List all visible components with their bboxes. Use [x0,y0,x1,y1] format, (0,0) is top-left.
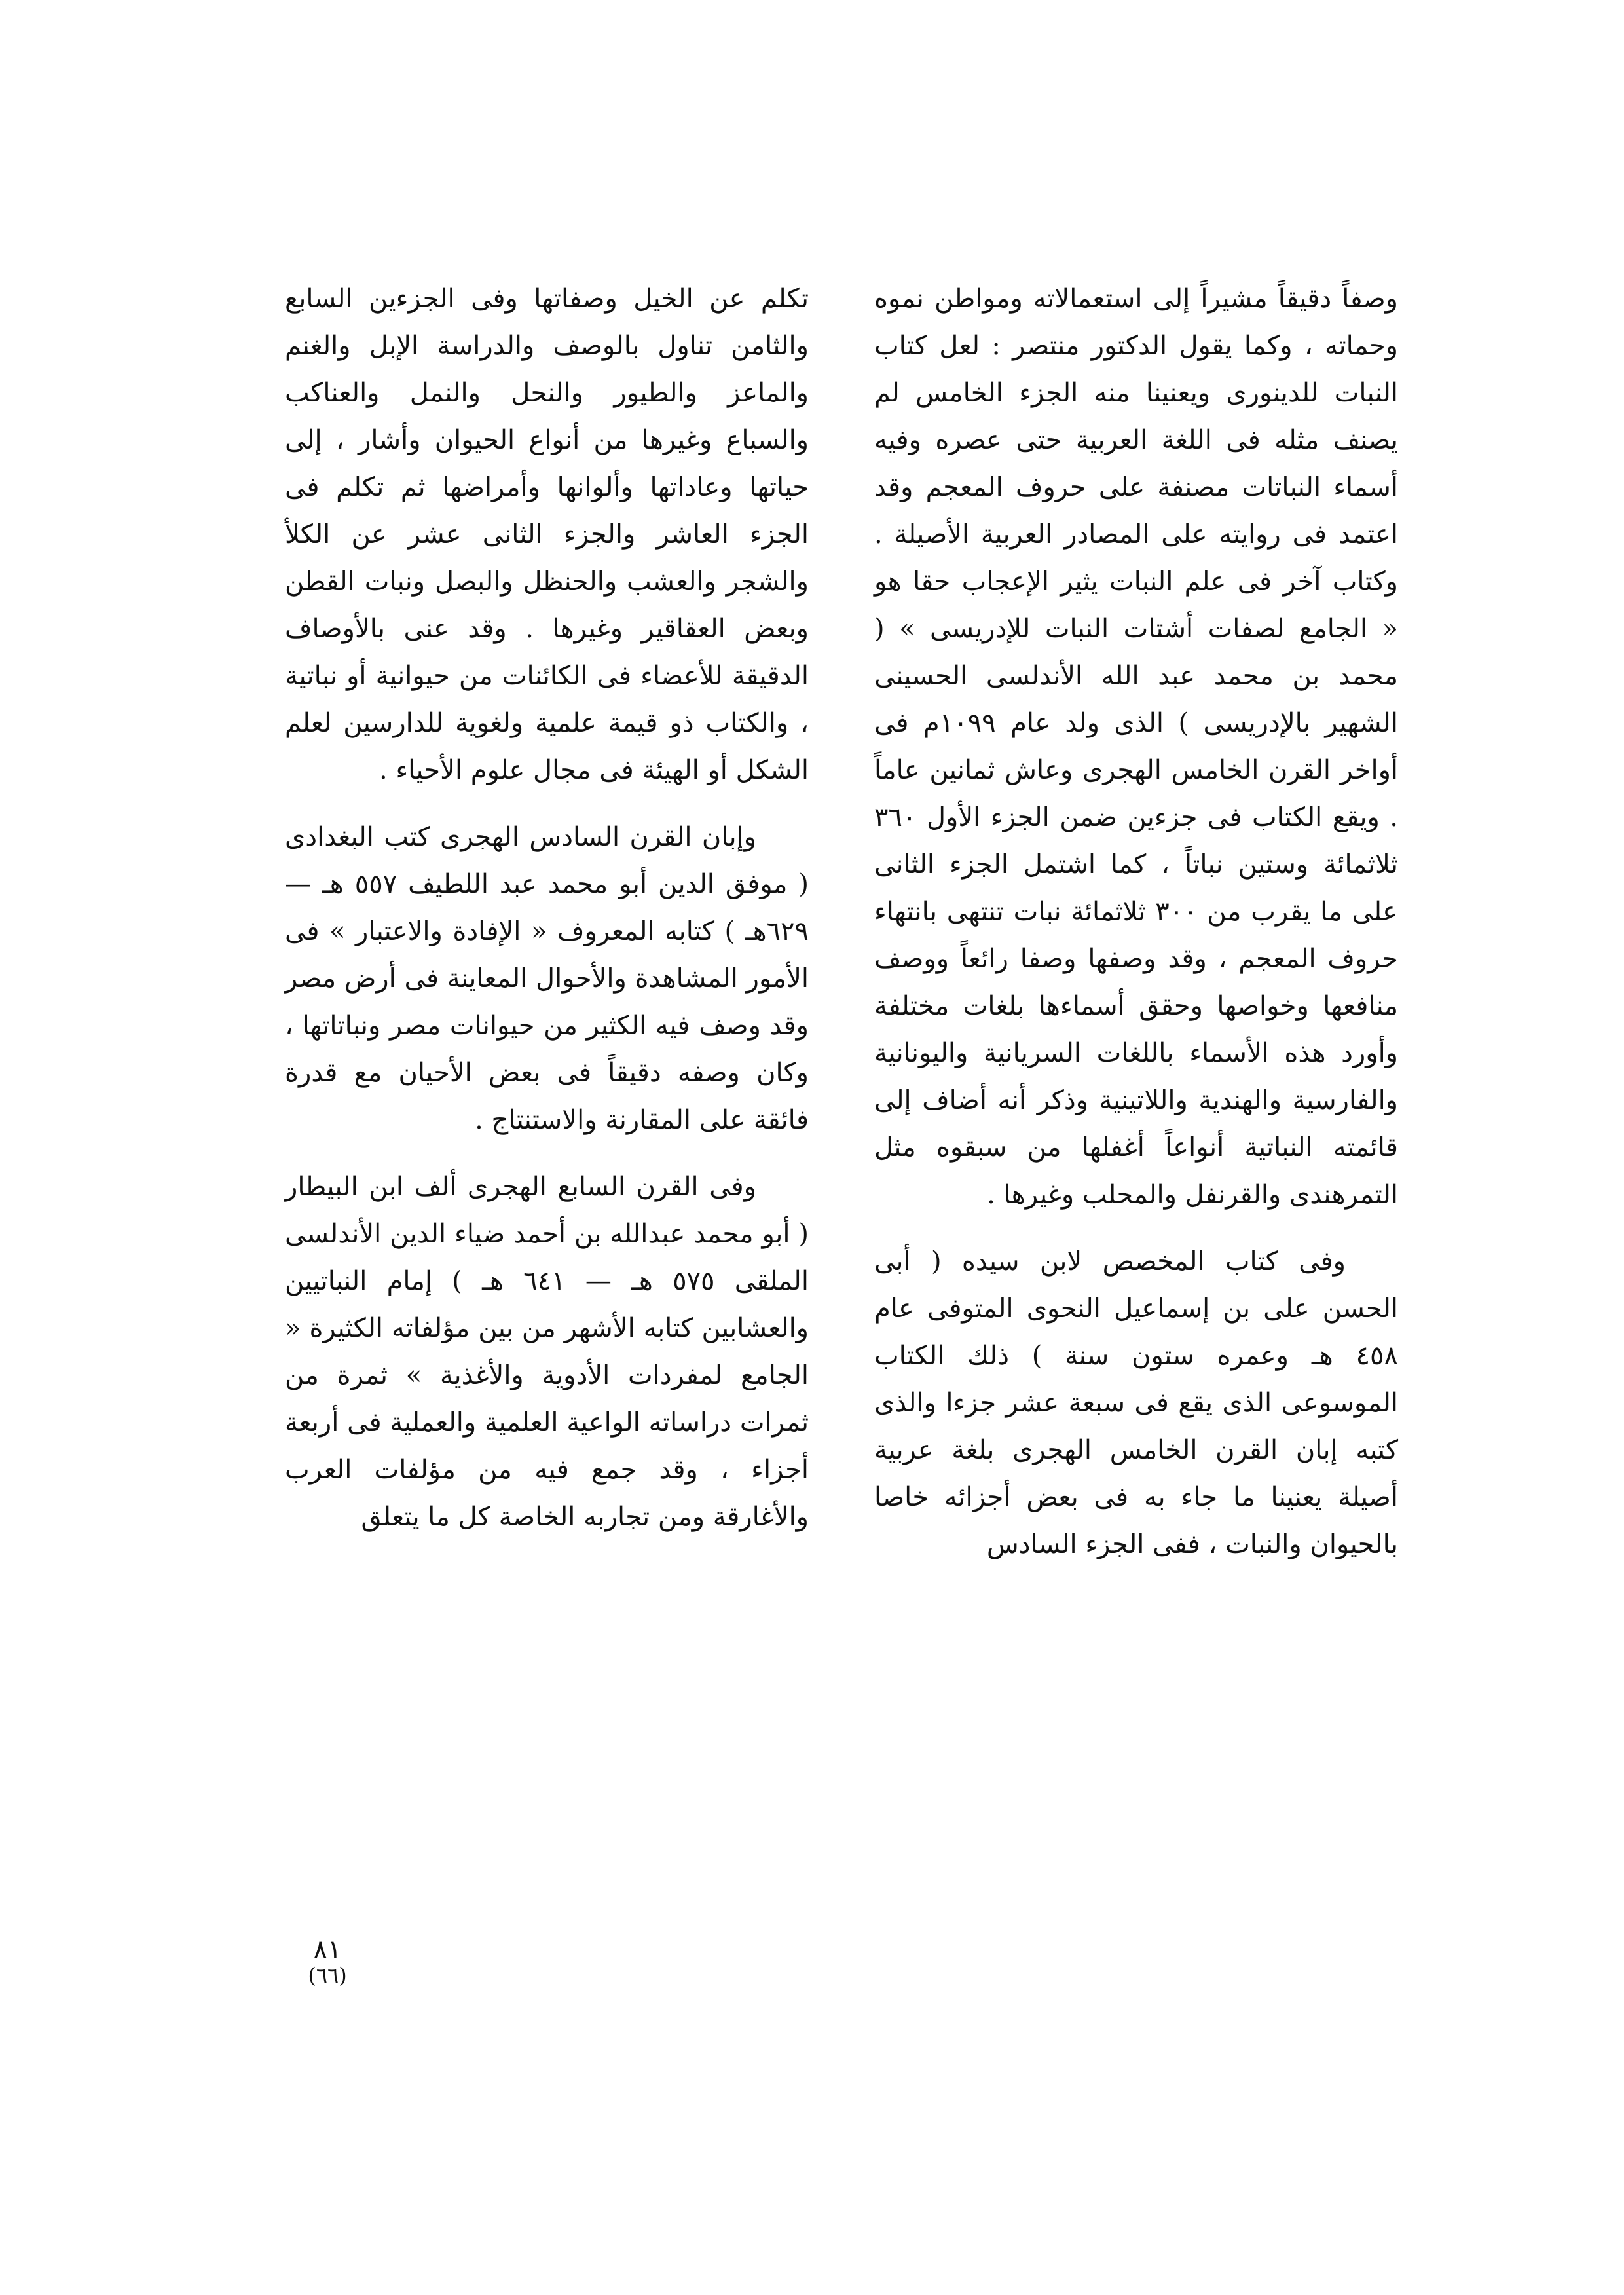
paragraph: تكلم عن الخيل وصفاتها وفى الجزءين السابع والثامن تناول بالوصف والدراسة الإبل والغنم والماعز والطيور والنحل والنمل والعناكب والسباع وغيرها من أنواع الحيوان وأشار ، إلى حياتها وعاداتها وألوانها وأمراضها ثم تكلم فى الجزء العاشر والجزء الثانى عشر عن الكلأ والشجر والعشب والحنظل والبصل ونبات القطن وبعض العقاقير وغيرها . وقد عنى بالأوصاف الدقيقة للأعضاء فى الكائنات من حيوانية أو نباتية ، والكتاب ذو قيمة علمية ولغوية للدارسين لعلم الشكل أو الهيئة فى مجال علوم الأحياء . [285,284,809,785]
paragraph: وفى كتاب المخصص لابن سيده ( أبى الحسن على بن إسماعيل النحوى المتوفى عام ٤٥٨ هـ وعمره ستون سنة ) ذلك الكتاب الموسوعى الذى يقع فى سبعة عشر جزءا والذى كتبه إبان القرن الخامس الهجرى بلغة عربية أصيلة يعنينا ما جاء به فى بعض أجزائه خاصا بالحيوان والنبات ، ففى الجزء السادس [874,1246,1398,1559]
page-folio [288,1935,367,1987]
signature-mark: (٦٦) [308,1963,347,1988]
paragraph: وصفاً دقيقاً مشيراً إلى استعمالاته ومواطن نموه وحماته ، وكما يقول الدكتور منتصر : لعل كتاب النبات للدينورى ويعنينا منه الجزء الخامس لم يصنف مثله فى اللغة العربية حتى عصره وفيه أسماء النباتات مصنفة على حروف المعجم وقد اعتمد فى روايته على المصادر العربية الأصيلة . وكتاب آخر فى علم النبات يثير الإعجاب حقا هو « الجامع لصفات أشتات النبات للإدريسى » ( محمد بن محمد عبد الله الأندلسى الحسينى الشهير بالإدريسى ) الذى ولد عام ١٠٩٩م فى أواخر القرن الخامس الهجرى وعاش ثمانين عاماً . ويقع الكتاب فى جزءين ضمن الجزء الأول ٣٦٠ ثلاثمائة وستين نباتاً ، كما اشتمل الجزء الثانى على ما يقرب من ٣٠٠ ثلاثمائة نبات تنتهى بانتهاء حروف المعجم ، وقد وصفها وصفا رائعاً ووصف منافعها وخواصها وحقق أسماءها بلغات مختلفة وأورد هذه الأسماء باللغات السريانية واليونانية والفارسية والهندية واللاتينية وذكر أنه أضاف إلى قائمته النباتية أنواعاً أغفلها من سبقوه مثل التمرهندى والقرنفل والمحلب وغيرها . [874,284,1398,1210]
paragraph: وفى القرن السابع الهجرى ألف ابن البيطار ( أبو محمد عبدالله بن أحمد ضياء الدين الأندلسى الملقى ٥٧٥ هـ — ٦٤١ هـ ) إمام النباتيين والعشابين كتابه الأشهر من بين مؤلفاته الكثيرة « الجامع لمفردات الأدوية والأغذية » ثمرة من ثمرات دراساته الواعية العلمية والعملية فى أربعة أجزاء ، وقد جمع فيه من مؤلفات العرب والأغارقة ومن تجاربه الخاصة كل ما يتعلق [285,1172,809,1532]
right-text-column [874,275,1398,1568]
paragraph: وإبان القرن السادس الهجرى كتب البغدادى ( موفق الدين أبو محمد عبد اللطيف ٥٥٧ هـ — ٦٢٩هـ ) كتابه المعروف « الإفادة والاعتبار » فى الأمور المشاهدة والأحوال المعاينة فى أرض مصر وقد وصف فيه الكثير من حيوانات مصر ونباتاتها ، وكان وصفه دقيقاً فى بعض الأحيان مع قدرة فائقة على المقارنة والاستنتاج . [285,822,809,1135]
left-text-column [285,275,809,1540]
page-number: ٨١ [313,1935,342,1965]
